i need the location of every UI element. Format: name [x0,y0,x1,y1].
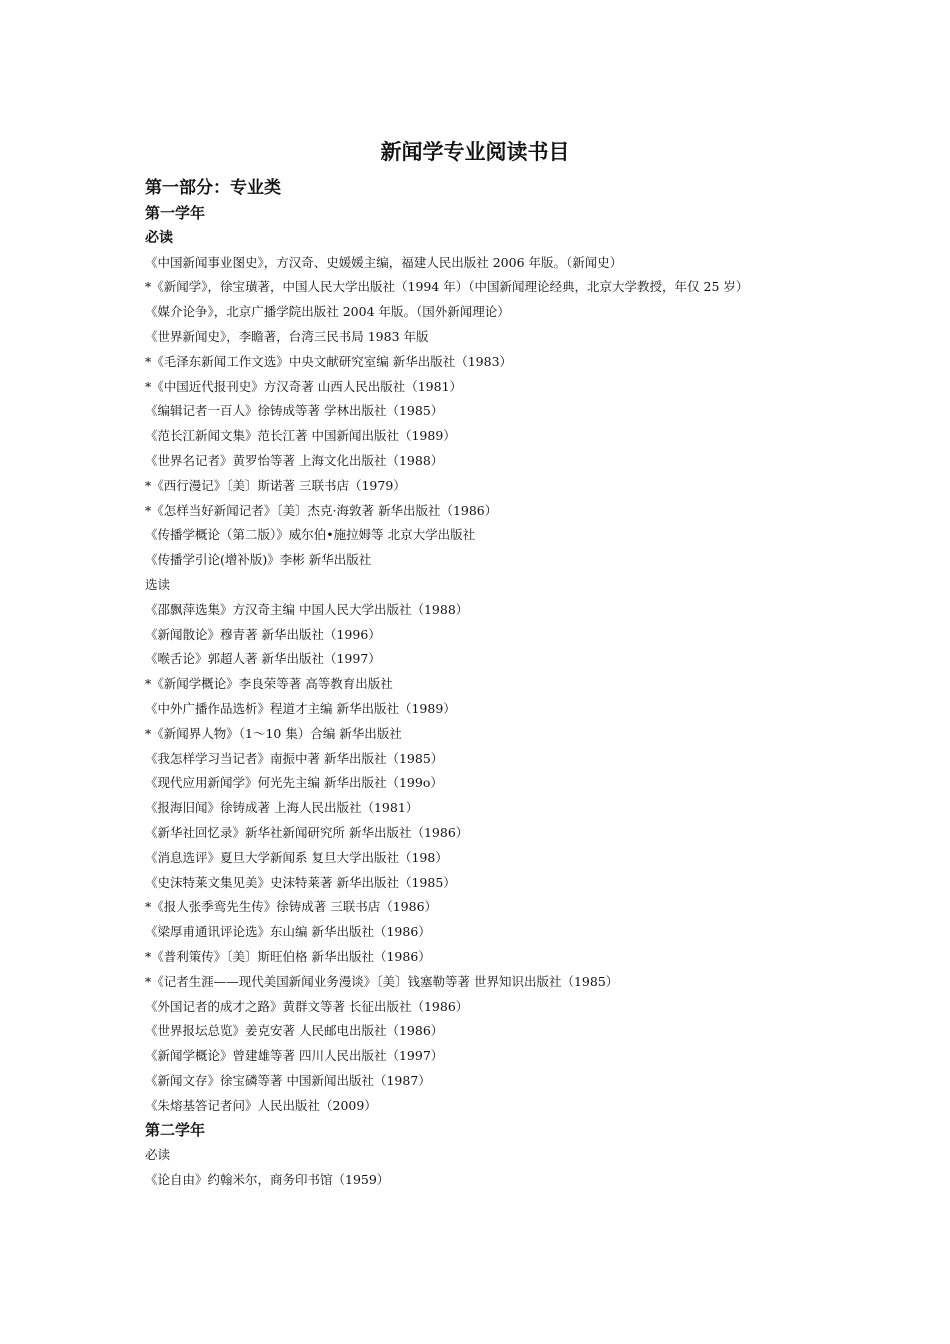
list-item: 《朱熔基答记者问》人民出版社（2009） [145,1097,377,1113]
list-item: 《新闻学概论》曾建雄等著 四川人民出版社（1997） [145,1048,444,1064]
list-item: 《新闻散论》穆青著 新华出版社（1996） [145,626,381,642]
year2-heading: 第二学年 [145,1121,206,1140]
list-item: 《现代应用新闻学》何光先主编 新华出版社（199o） [145,775,443,791]
list-item: 《中外广播作品选析》程道才主编 新华出版社（1989） [145,700,456,716]
list-item: 《范长江新闻文集》范长江著 中国新闻出版社（1989） [145,428,456,444]
list-item: *《新闻学概论》李良荣等著 高等教育出版社 [145,676,393,692]
list-item: *《记者生涯——现代美国新闻业务漫谈》〔美〕钱塞勒等著 世界知识出版社（1985） [145,973,619,989]
list-item: 《新华社回忆录》新华社新闻研究所 新华出版社（1986） [145,824,469,840]
list-item: 《世界名记者》黄罗怡等著 上海文化出版社（1988） [145,452,444,468]
list-item: *《毛泽东新闻工作文选》中央文献研究室编 新华出版社（1983） [145,353,513,369]
part-heading: 第一部分：专业类 [145,178,281,198]
list-item: *《报人张季鸾先生传》徐铸成著 三联书店（1986） [145,899,438,915]
list-item: 《新闻文存》徐宝磷等著 中国新闻出版社（1987） [145,1072,431,1088]
list-item: *《普利策传》〔美〕斯旺伯格 新华出版社（1986） [145,948,431,964]
document-title: 新闻学专业阅读书目 [380,140,570,164]
list-item: *《新闻学》，徐宝璜著，中国人民大学出版社（1994 年）（中国新闻理论经典，北京大学教授，年仅 25 岁） [145,279,749,295]
list-item: *《新闻界人物》（1～10 集）合编 新华出版社 [145,725,402,741]
list-item: 《消息选评》夏旦大学新闻系 复旦大学出版社（198） [145,849,448,865]
list-item: 《传播学概论（第二版）》威尔伯•施拉姆等 北京大学出版社 [145,527,476,543]
list-item: 《媒介论争》，北京广播学院出版社 2004 年版。（国外新闻理论） [145,304,510,320]
list-item: 《报海旧闻》徐铸成著 上海人民出版社（1981） [145,800,419,816]
list-item: 《史沫特莱文集见美》史沫特莱著 新华出版社（1985） [145,874,456,890]
year2-required-list [145,1168,813,1193]
year1-required-list [145,251,813,573]
list-item: 《外国记者的成才之路》黄群文等著 长征出版社（1986） [145,998,469,1014]
list-item: 《世界报坛总览》姜克安著 人民邮电出版社（1986） [145,1023,444,1039]
list-item: 《中国新闻事业图史》，方汉奇、史媛媛主编，福建人民出版社 2006 年版。（新闻史） [145,254,623,270]
year1-elective-label: 选读 [145,576,171,592]
list-item: 《论自由》约翰米尔，商务印书馆（1959） [145,1172,390,1188]
list-item: *《怎样当好新闻记者》〔美〕杰克·海敦著 新华出版社（1986） [145,502,498,518]
list-item: 《传播学引论(增补版)》李彬 新华出版社 [145,552,372,568]
reading-list [145,201,813,1193]
list-item: 《邵飘萍选集》方汉奇主编 中国人民大学出版社（1988） [145,601,469,617]
year1-required-label: 必读 [145,229,173,246]
list-item: *《中国近代报刊史》方汉奇著 山西人民出版社（1981） [145,378,463,394]
list-item: *《西行漫记》〔美〕斯诺著 三联书店（1979） [145,477,406,493]
year2-required-label: 必读 [145,1147,171,1163]
list-item: 《我怎样学习当记者》南振中著 新华出版社（1985） [145,750,444,766]
list-item: 《梁厚甫通讯评论选》东山编 新华出版社（1986） [145,924,431,940]
list-item: 《编辑记者一百人》徐铸成等著 学林出版社（1985） [145,403,444,419]
year1-heading: 第一学年 [145,204,206,222]
list-item: 《喉舌论》郭超人著 新华出版社（1997） [145,651,381,667]
year1-elective-list [145,598,813,1119]
list-item: 《世界新闻史》，李瞻著，台湾三民书局 1983 年版 [145,328,429,344]
